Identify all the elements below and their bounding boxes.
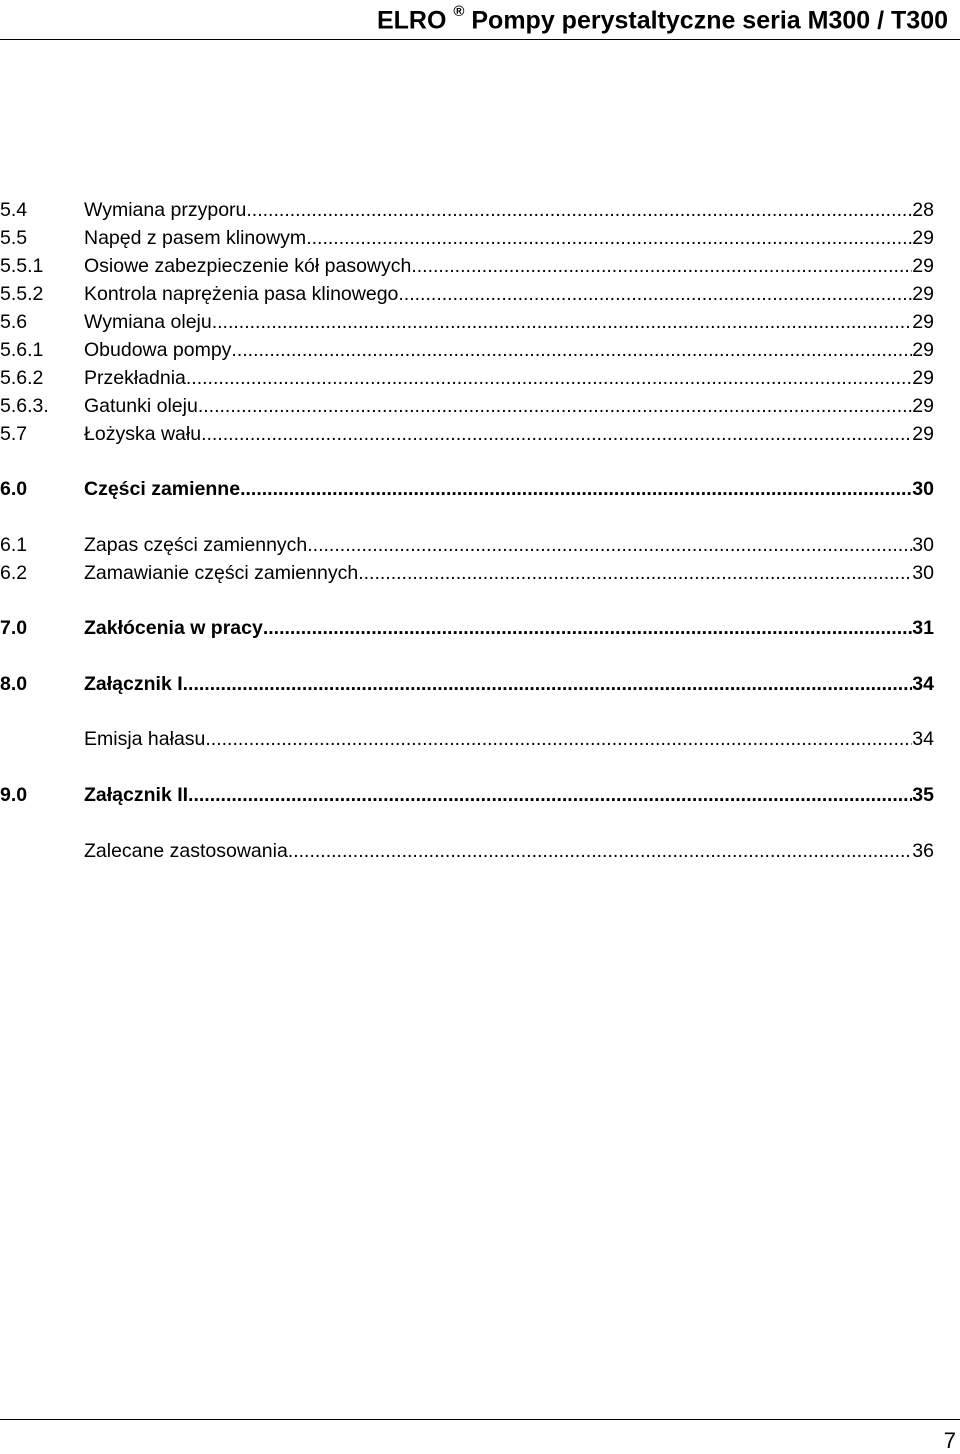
toc-entry-page: 34: [912, 673, 934, 695]
page-number: 7: [943, 1428, 956, 1453]
toc-entry[interactable]: [0, 224, 934, 252]
toc-entry-title: Zalecane zastosowania: [84, 840, 288, 862]
toc-entry-number: 7.0: [0, 617, 28, 639]
toc-entry-page: 35: [912, 784, 934, 806]
toc-entry-body: [84, 475, 934, 503]
toc-dot-leader: [231, 336, 912, 364]
toc-entry-title: Zamawianie części zamiennych: [84, 562, 359, 584]
toc-entry-body: [84, 280, 934, 308]
toc-entry-body: [84, 224, 934, 252]
toc-entry-title: Załącznik I: [84, 673, 183, 695]
toc-entry-body: [84, 196, 934, 224]
header-brand: ELRO: [376, 6, 447, 35]
toc-dot-leader: [246, 196, 912, 224]
toc-entry-title: Załącznik II: [84, 784, 189, 806]
toc-entry-body: [84, 781, 934, 809]
toc-entry-body: [84, 725, 934, 753]
toc-entry-number: 5.6: [0, 311, 28, 333]
toc-entry-page: 36: [912, 840, 934, 862]
page-header: [0, 0, 960, 40]
footer-divider: [0, 1419, 960, 1420]
toc-entry-title: Łożyska wału: [84, 423, 202, 445]
toc-entry-number: 6.2: [0, 562, 28, 584]
toc-entry-page: 30: [912, 562, 934, 584]
toc-entry[interactable]: [0, 252, 934, 280]
toc-entry[interactable]: [0, 614, 934, 642]
toc-entry-number: 5.6.3.: [0, 395, 49, 417]
toc-dot-leader: [212, 308, 913, 336]
toc-entry-body: [84, 614, 934, 642]
toc-dot-leader: [358, 559, 912, 587]
toc-entry-page: 28: [912, 199, 934, 221]
toc-entry[interactable]: [0, 781, 934, 809]
toc-entry[interactable]: [0, 559, 934, 587]
toc-dot-leader: [411, 252, 912, 280]
toc-entry-number: 6.1: [0, 534, 28, 556]
toc-entry-title: Osiowe zabezpieczenie kół pasowych: [84, 255, 412, 277]
toc-entry[interactable]: [0, 280, 934, 308]
toc-entry-body: [84, 252, 934, 280]
toc-entry-page: 30: [912, 478, 934, 500]
toc-dot-leader: [398, 280, 912, 308]
header-title-text: Pompy perystaltyczne seria M300 / T300: [471, 6, 948, 35]
toc-dot-leader: [183, 670, 913, 698]
toc-entry-title: Wymiana oleju: [84, 311, 212, 333]
toc-entry-page: 34: [912, 728, 934, 750]
toc-entry[interactable]: [0, 420, 934, 448]
toc-entry[interactable]: [0, 336, 934, 364]
toc-entry-body: [84, 308, 934, 336]
toc-entry[interactable]: [0, 364, 934, 392]
toc-entry-number: 5.4: [0, 199, 28, 221]
toc-entry-body: [84, 392, 934, 420]
toc-entry-page: 29: [912, 255, 934, 277]
toc-entry-title: Obudowa pompy: [84, 339, 232, 361]
toc-entry-page: 29: [912, 423, 934, 445]
toc-entry-title: Kontrola naprężenia pasa klinowego: [84, 283, 399, 305]
toc-entry[interactable]: [0, 837, 934, 865]
toc-dot-leader: [186, 364, 912, 392]
toc-entry[interactable]: [0, 670, 934, 698]
toc-entry-title: Wymiana przyporu: [84, 199, 247, 221]
toc-entry-page: 29: [912, 283, 934, 305]
toc-entry-body: [84, 364, 934, 392]
toc-entry-number: 8.0: [0, 673, 28, 695]
toc-entry-page: 30: [912, 534, 934, 556]
toc-entry-page: 29: [912, 367, 934, 389]
toc-dot-leader: [240, 475, 912, 503]
toc-entry-body: [84, 837, 934, 865]
registered-mark: ®: [453, 3, 465, 20]
toc-entry-number: 5.5.2: [0, 283, 44, 305]
toc-entry-page: 29: [912, 227, 934, 249]
toc-entry-number: 5.7: [0, 423, 28, 445]
toc-entry-body: [84, 670, 934, 698]
toc-entry-number: 5.5.1: [0, 255, 44, 277]
toc-dot-leader: [306, 224, 912, 252]
toc-entry-title: Przekładnia: [84, 367, 186, 389]
toc-entry-number: 5.6.2: [0, 367, 44, 389]
toc-entry-title: Zapas części zamiennych: [84, 534, 308, 556]
header-title: [377, 0, 948, 35]
toc-entry[interactable]: [0, 308, 934, 336]
toc-entry-title: Emisja hałasu: [84, 728, 206, 750]
toc-dot-leader: [263, 614, 912, 642]
toc-dot-leader: [307, 531, 912, 559]
toc-entry-number: 5.5: [0, 227, 28, 249]
toc-entry-page: 31: [912, 617, 934, 639]
toc-entry-page: 29: [912, 395, 934, 417]
toc-dot-leader: [205, 725, 912, 753]
toc-entry-title: Części zamienne: [84, 478, 241, 500]
toc-entry-body: [84, 531, 934, 559]
toc-entry-body: [84, 559, 934, 587]
toc-dot-leader: [201, 420, 912, 448]
toc-dot-leader: [198, 392, 912, 420]
toc-entry[interactable]: [0, 725, 934, 753]
toc-entry[interactable]: [0, 531, 934, 559]
toc-entry-title: Napęd z pasem klinowym: [84, 227, 307, 249]
toc-entry[interactable]: [0, 196, 934, 224]
toc-entry-body: [84, 336, 934, 364]
toc-entry[interactable]: [0, 392, 934, 420]
toc-entry-number: 6.0: [0, 478, 28, 500]
toc-entry-page: 29: [912, 311, 934, 333]
toc-entry-page: 29: [912, 339, 934, 361]
toc-dot-leader: [288, 837, 913, 865]
toc-entry-body: [84, 420, 934, 448]
toc-entry-title: Gatunki oleju: [84, 395, 198, 417]
toc-dot-leader: [188, 781, 912, 809]
toc-entry[interactable]: [0, 475, 934, 503]
toc-entry-number: 5.6.1: [0, 339, 44, 361]
toc-entry-number: 9.0: [0, 784, 28, 806]
toc-entry-title: Zakłócenia w pracy: [84, 617, 263, 639]
